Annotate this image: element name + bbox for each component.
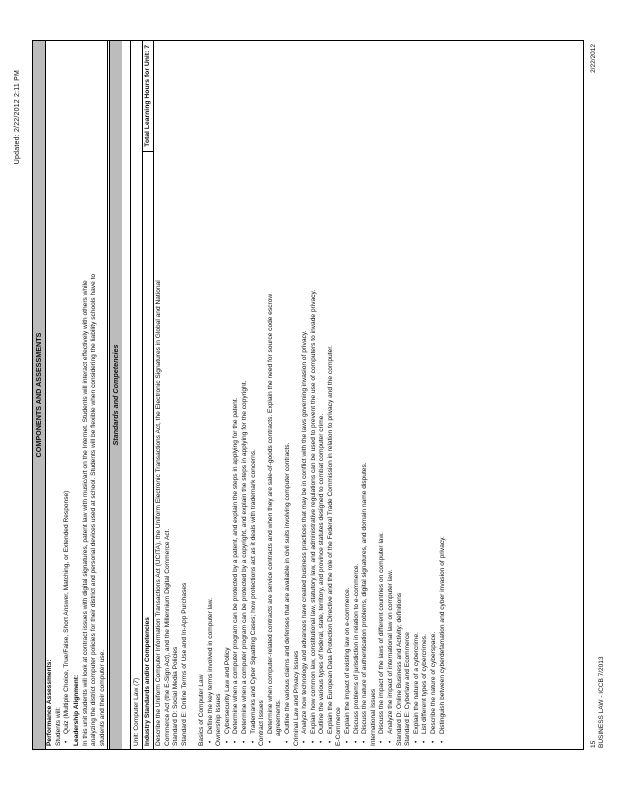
list-item: • Cybersecurity Law and Policy — [224, 44, 233, 746]
standard-d-2: Standard D: Online Business and Activity; definitions — [395, 592, 403, 746]
list-item: • Determine when computer-related contracts are service contracts and when they are sale-of-goods contracts. Explain the need for source code escrow — [267, 44, 276, 746]
list-item: • Determine when a computer program can be protected by a copyright, and explain the steps in applying for the copyright. — [241, 44, 250, 746]
industry-standards-label: Industry Standards and/or Competencies — [144, 617, 151, 746]
footer-left — [590, 656, 606, 748]
standard-e: Standard E: Online Terms of Use and In-App Purchases — [180, 582, 188, 746]
list-item: • Discuss the nature of authentication problems, digital signatures, and domain name disputes. — [361, 44, 370, 746]
standard-e-2: Standard E: Cyberlaw and Ecommerce — [404, 632, 412, 746]
list-item: • Explain the impact of existing law on e-commerce. — [344, 44, 353, 746]
course-label: BUSINESS LAW - ICCB 7/2013 — [598, 656, 605, 748]
blank-row — [122, 41, 131, 749]
list-item-continued: agreements. — [275, 699, 283, 736]
intro-line-1: Describe the Uniform Computer Information Transactions Act (UCITA), the Uniform Electronic Transactions Act, the Electronic Signatures in Global and National — [155, 280, 162, 746]
leadership-line-3: students and their computer use. — [98, 649, 106, 746]
quiz-item: • Quiz (Multiple Choice, True/False, Short Answer, Matching, or Extended Response) — [63, 44, 72, 746]
list-item: • Discuss problems of jurisdiction in relation to e-commerce. — [353, 44, 362, 746]
total-hours: Total Learning Hours for Unit: 7 — [143, 41, 153, 152]
list-item: • Outline the various types of federal, state, territory, and province statutes designed to combat computer crime. — [318, 44, 327, 746]
list-item: • Determine when a computer program can be protected by a patent, and explain the steps in applying for the patent. — [232, 44, 241, 746]
unit-title: Unit: Computer Law (7) — [133, 677, 140, 746]
list-item: • Discuss the impact of the laws of different countries on computer law. — [378, 44, 387, 746]
leadership-title: Leadership Alignment: — [73, 674, 80, 746]
list-item: • Analyze the impact of international law on computer law. — [387, 44, 396, 746]
criminal-heading: Criminal Law and Privacy Issues — [292, 650, 300, 746]
components-header-bar: COMPONENTS AND ASSESSMENTS — [33, 41, 46, 749]
updated-timestamp: Updated: 2/22/2012 2:11 PM — [14, 70, 21, 165]
basics-heading: Basics of Computer Law — [197, 674, 205, 746]
unit-title-row — [132, 41, 143, 749]
ownership-heading: Ownership Issues — [215, 693, 223, 746]
leadership-line-2: analyzing the district computer policies for their district and personal devices used at school. Students will be flexible when considering the liability schools have to — [90, 273, 98, 746]
footer-date: 2/22/2012 — [590, 44, 597, 73]
list-item: • Explain the nature of a cybercrime. — [413, 44, 422, 746]
standard-d: Standard D: Social Media Policies — [172, 646, 180, 746]
intro-line-2: Commerce Act (the E-Sign Act), and the Millennium Digital Commerce Act. — [163, 528, 171, 746]
list-item: • Trademarks and Cyber Squatting Cases; how protections act as it deals with trademark concerns. — [250, 44, 259, 746]
industry-row — [143, 41, 154, 749]
list-item: • Describe the nature of cyberspace. — [430, 44, 439, 746]
list-item: • Explain the European Data Protection Directive and the role of the Federal Trade Commission in relation to privacy and the computer. — [327, 44, 336, 746]
standards-header-bar: Standards and Competencies — [109, 41, 123, 749]
ecommerce-heading: E-Commerce — [335, 707, 343, 746]
list-item: • List different types of cybercrimes. — [421, 44, 430, 746]
list-item: • Explain how common law, constitutional law, statutory law, and administrative regulations can be used to prevent the use of computers to invade privacy. — [310, 44, 319, 746]
performance-section — [46, 41, 72, 749]
list-item: • Analyze how technology and advances have created business practices that may be in conflict with the laws governing invasion of privacy. — [301, 44, 310, 746]
international-heading: International Issues — [369, 688, 377, 746]
students-will-label: Students will: — [54, 707, 62, 746]
page-number: 15 — [590, 740, 597, 748]
list-item: • Outline the various claims and defenses that are available in civil suits involving computer contracts. — [284, 44, 293, 746]
standards-content — [155, 41, 447, 749]
list-item: • Define the key terms involved in computer law. — [207, 44, 216, 746]
contract-heading: Contract Issues — [258, 700, 266, 746]
components-table — [32, 40, 584, 750]
leadership-section — [73, 41, 108, 749]
leadership-line-1: In this unit students will look at contract issues with digital signatures, patent law with music/art on the Internet. Students will interact effectively with others while — [81, 280, 89, 746]
performance-title: Performance Assessments: — [46, 659, 53, 746]
list-item: • Distinguish between cyberdefamation and cyber invasion of privacy. — [439, 44, 448, 746]
